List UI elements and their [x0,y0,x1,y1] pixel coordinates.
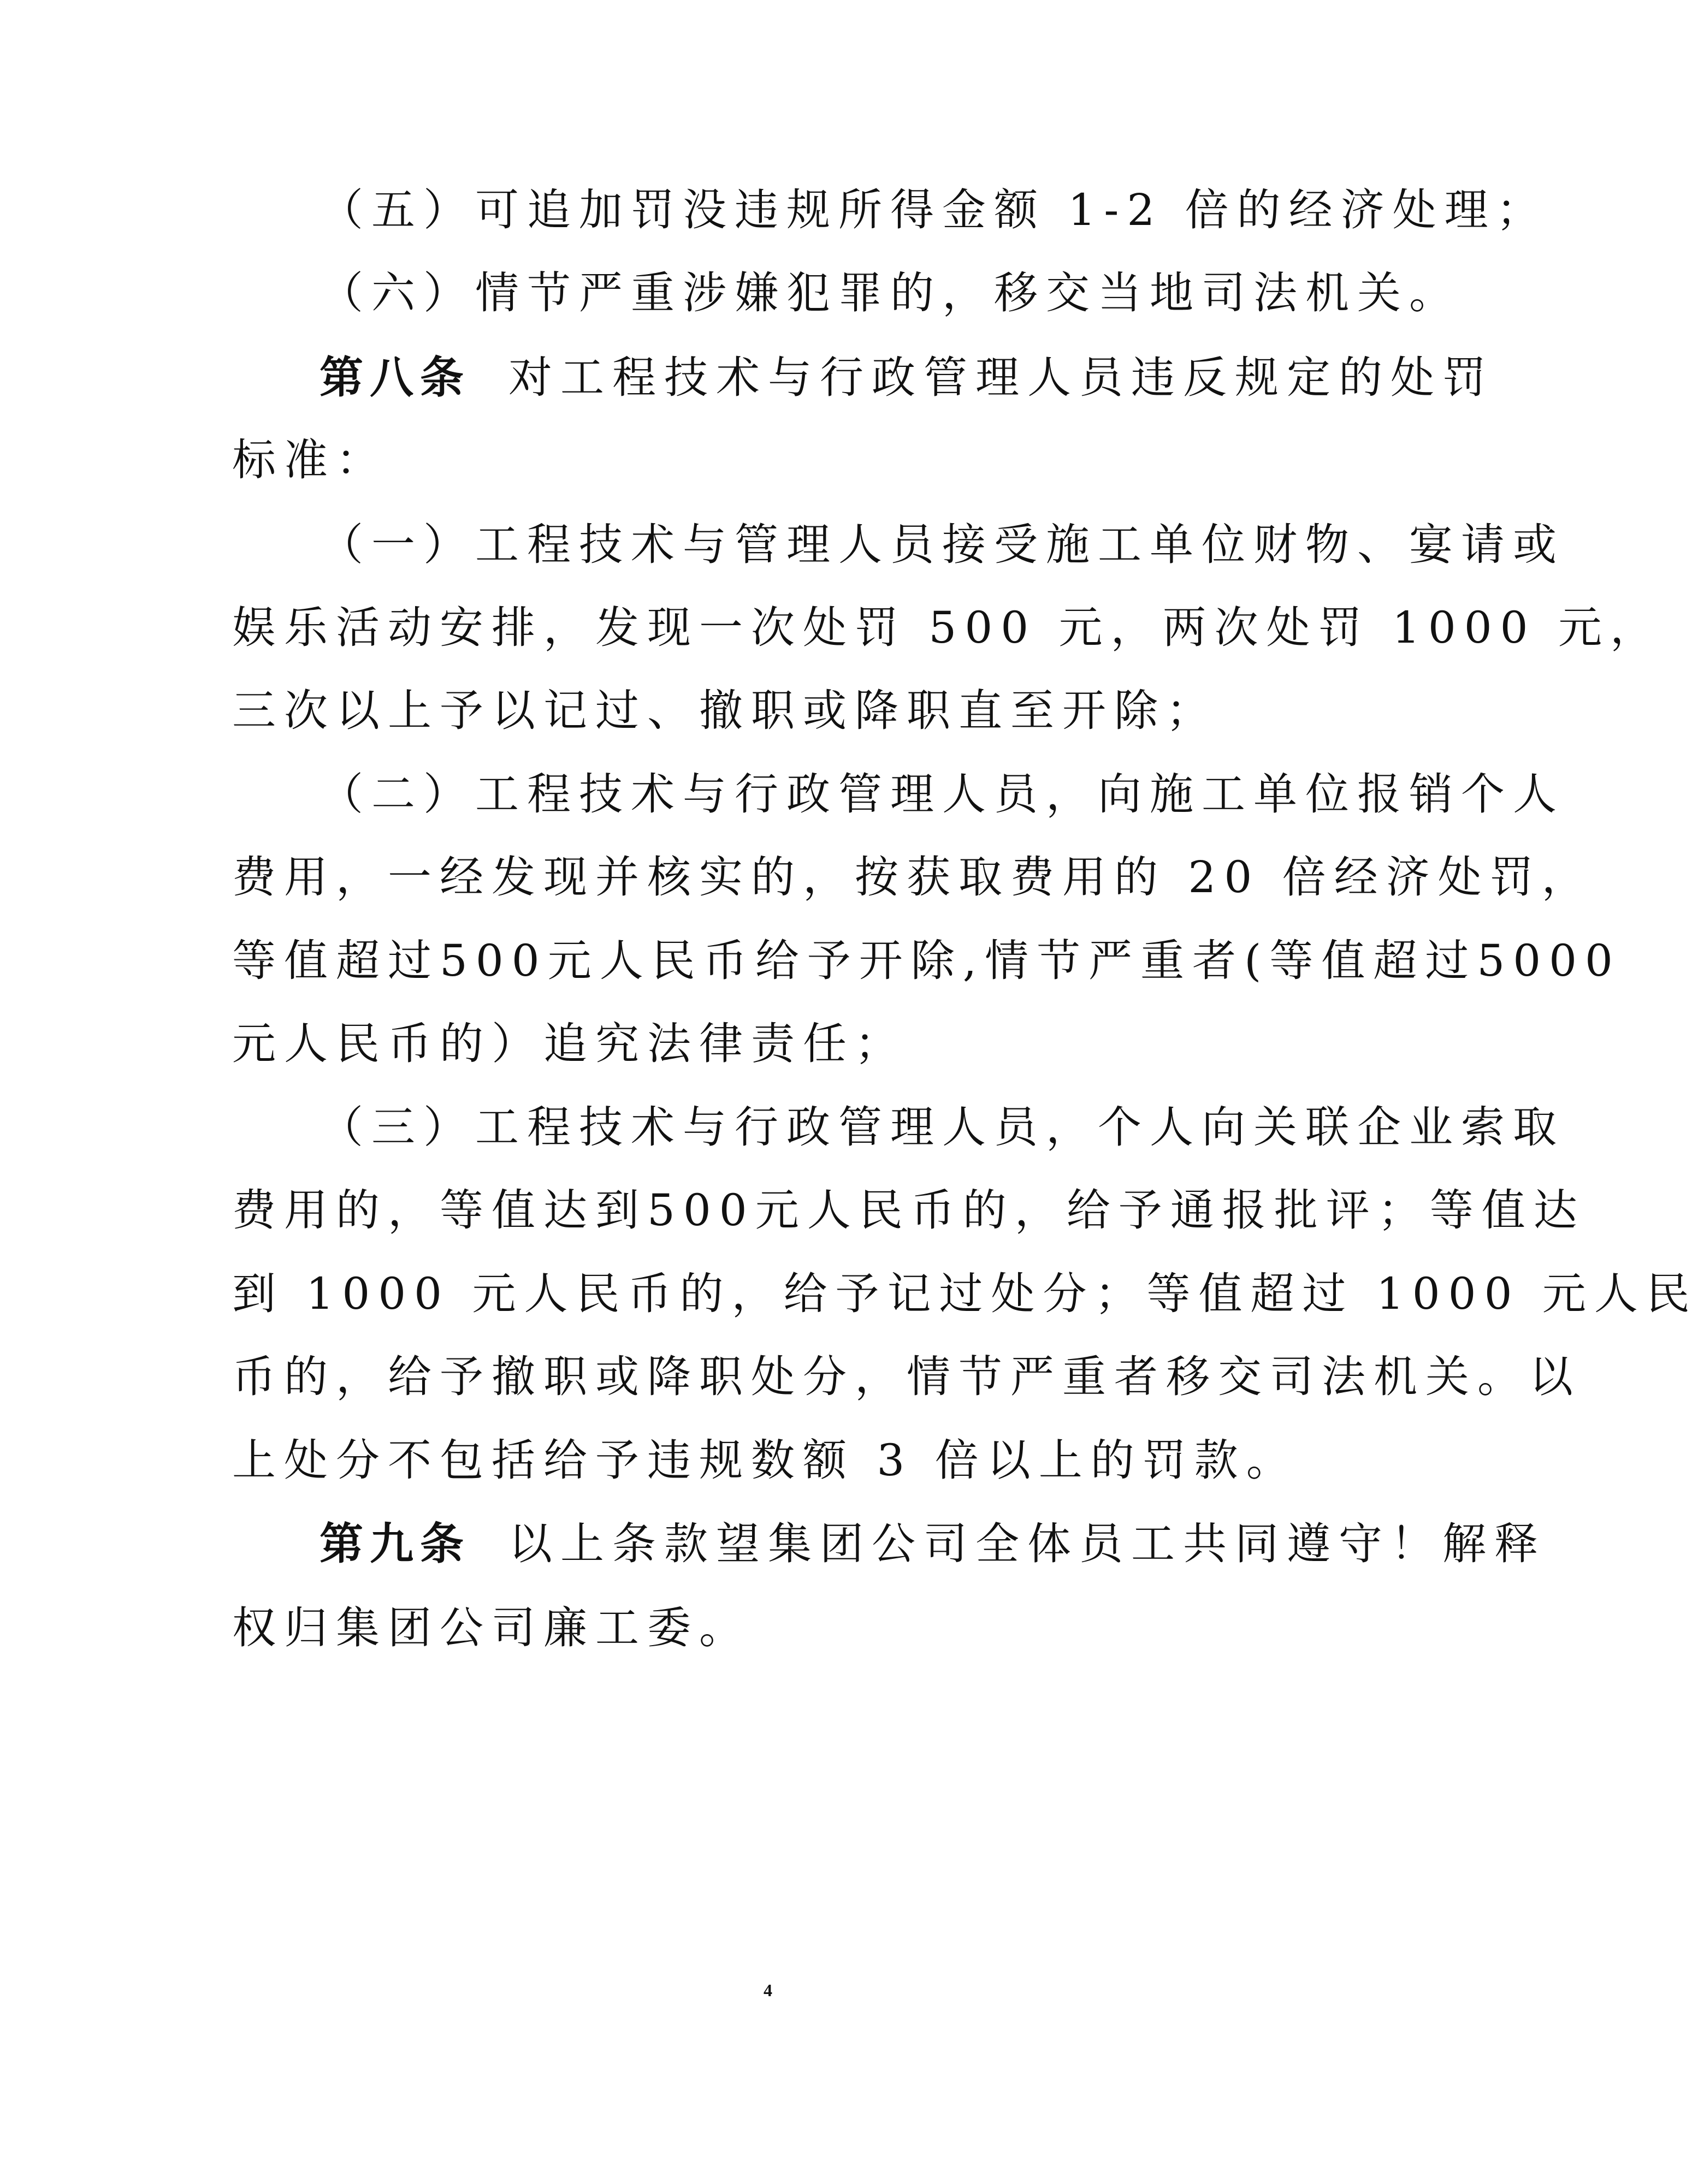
article-8-clause-3-line-5: 上处分不包括给予违规数额 3 倍以上的罚款。 [232,1435,1298,1486]
article-8-clause-2-line-2: 费用，一经发现并核实的，按获取费用的 20 倍经济处罚， [232,852,1594,903]
article-9-intro: 以上条款望集团公司全体员工共同遵守！解释 [508,1518,1546,1569]
article-8-heading: 第八条 [320,352,470,403]
article-9-line-1 [320,1517,1546,1571]
article-9-heading: 第九条 [320,1518,470,1569]
article-8-clause-3-line-2: 费用的，等值达到500元人民币的，给予通报批评；等值达 [232,1185,1585,1236]
clause-five: （五）可追加罚没违规所得金额 1-2 倍的经济处理； [320,185,1548,235]
article-8-clause-1-line-2: 娱乐活动安排，发现一次处罚 500 元，两次处罚 1000 元， [232,602,1662,653]
article-8-clause-2-line-1: （二）工程技术与行政管理人员，向施工单位报销个人 [320,769,1565,820]
article-9-line-2: 权归集团公司廉工委。 [232,1603,751,1653]
article-8-line-2: 标准： [232,435,388,485]
article-8-clause-1-line-3: 三次以上予以记过、撤职或降职直至开除； [232,685,1218,736]
article-8-clause-2-line-4: 元人民币的）追究法律责任； [232,1018,907,1069]
article-8-clause-3-line-4: 币的，给予撤职或降职处分，情节严重者移交司法机关。以 [232,1351,1581,1402]
article-8-clause-1-line-1: （一）工程技术与管理人员接受施工单位财物、宴请或 [320,519,1565,570]
page-number: 4 [764,1980,772,2000]
article-8-clause-3-line-1: （三）工程技术与行政管理人员，个人向关联企业索取 [320,1102,1565,1153]
clause-six: （六）情节严重涉嫌犯罪的，移交当地司法机关。 [320,268,1461,318]
article-8-clause-2-line-3: 等值超过500元人民币给予开除,情节严重者(等值超过5000 [232,935,1621,986]
article-8-clause-3-line-3: 到 1000 元人民币的，给予记过处分；等值超过 1000 元人民 [232,1268,1698,1319]
article-8-line-1 [320,351,1494,405]
article-8-intro: 对工程技术与行政管理人员违反规定的处罚 [508,352,1494,403]
